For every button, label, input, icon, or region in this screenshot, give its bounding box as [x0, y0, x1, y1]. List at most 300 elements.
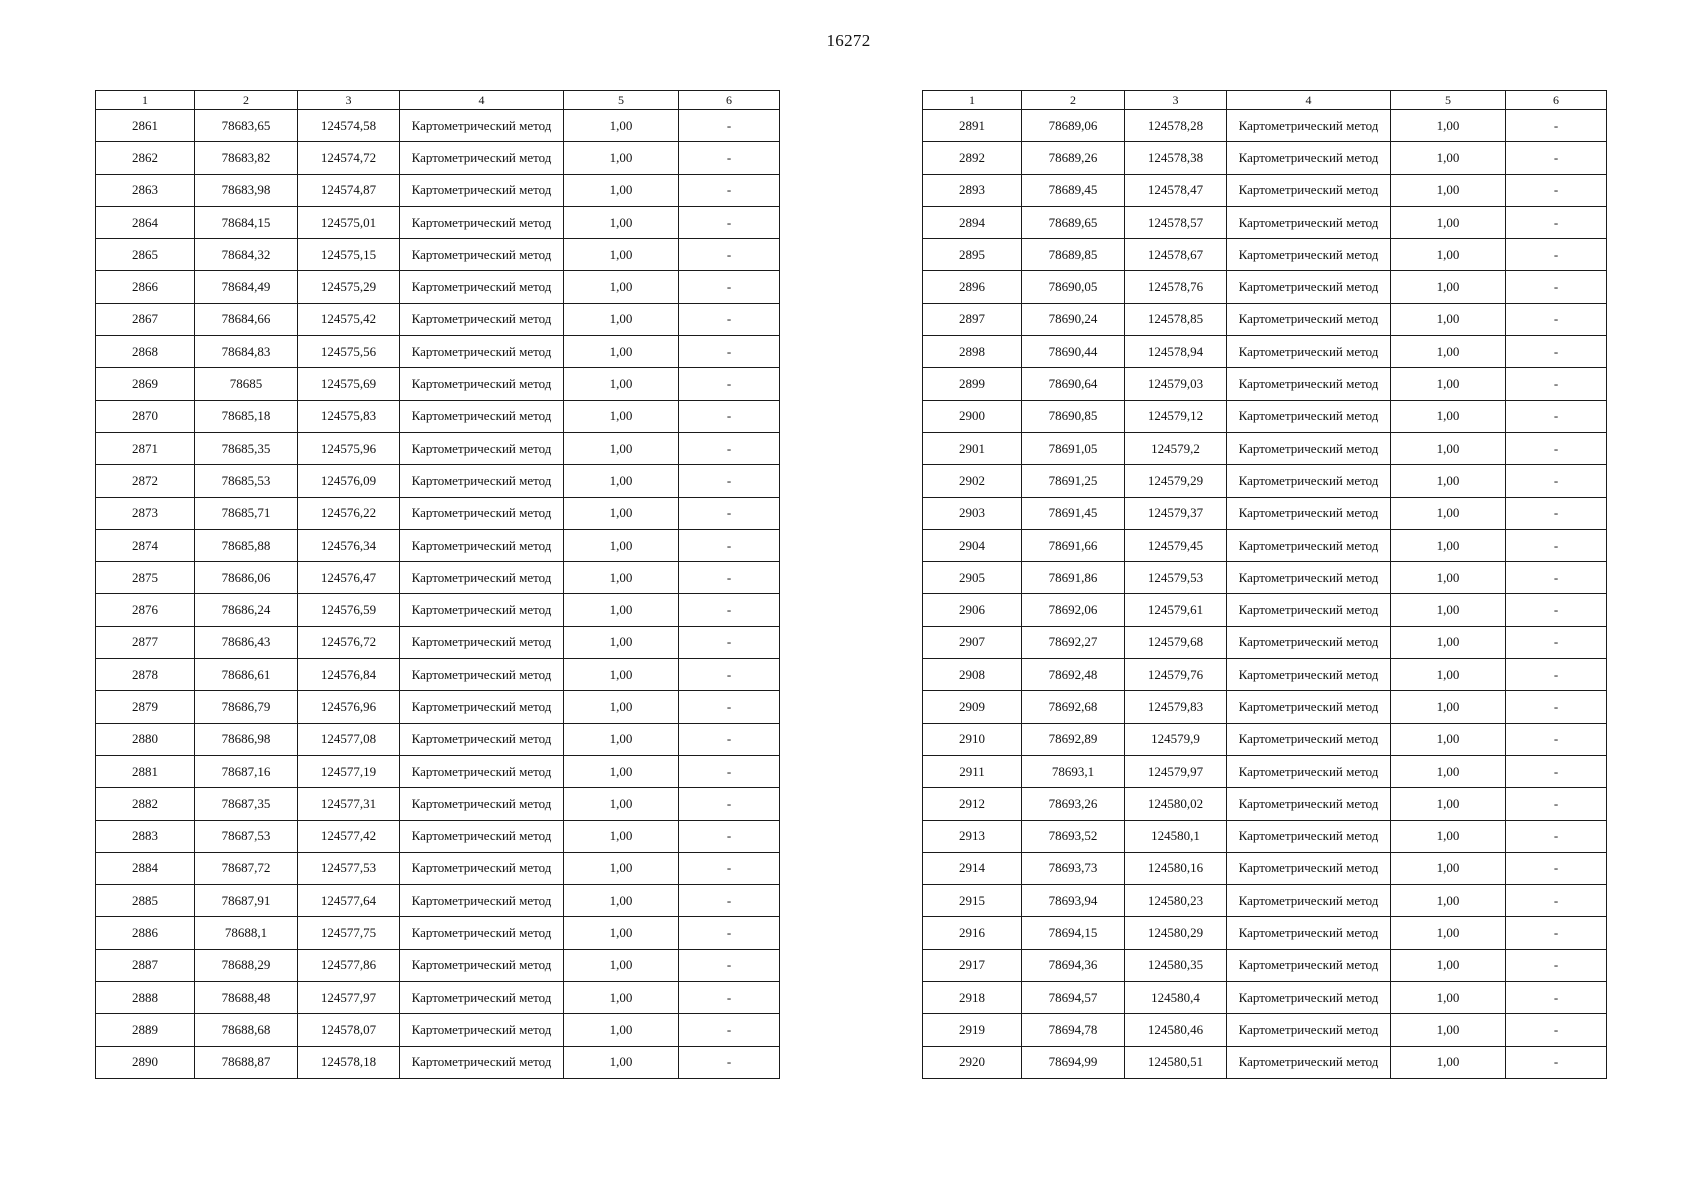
- method-cell: Картометрический метод: [400, 1014, 564, 1046]
- column-header: 1: [96, 91, 195, 110]
- x-coordinate-cell: 78684,83: [195, 336, 298, 368]
- table-row: [96, 1046, 780, 1078]
- note-cell: -: [1506, 1014, 1607, 1046]
- table-row: [96, 885, 780, 917]
- accuracy-cell: 1,00: [564, 982, 679, 1014]
- point-number-cell: 2917: [923, 949, 1022, 981]
- method-cell: Картометрический метод: [1227, 465, 1391, 497]
- table-row: [923, 142, 1607, 174]
- x-coordinate-cell: 78691,25: [1022, 465, 1125, 497]
- point-number-cell: 2910: [923, 723, 1022, 755]
- note-cell: -: [679, 755, 780, 787]
- y-coordinate-cell: 124575,29: [298, 271, 400, 303]
- column-header: 2: [195, 91, 298, 110]
- accuracy-cell: 1,00: [564, 432, 679, 464]
- table-row: [923, 788, 1607, 820]
- accuracy-cell: 1,00: [1391, 917, 1506, 949]
- note-cell: -: [1506, 174, 1607, 206]
- y-coordinate-cell: 124579,68: [1125, 626, 1227, 658]
- table-row: [923, 529, 1607, 561]
- table-row: [96, 626, 780, 658]
- y-coordinate-cell: 124578,94: [1125, 336, 1227, 368]
- x-coordinate-cell: 78685,35: [195, 432, 298, 464]
- x-coordinate-cell: 78688,68: [195, 1014, 298, 1046]
- y-coordinate-cell: 124576,22: [298, 497, 400, 529]
- y-coordinate-cell: 124580,4: [1125, 982, 1227, 1014]
- accuracy-cell: 1,00: [564, 497, 679, 529]
- point-number-cell: 2903: [923, 497, 1022, 529]
- point-number-cell: 2868: [96, 336, 195, 368]
- note-cell: -: [679, 562, 780, 594]
- method-cell: Картометрический метод: [1227, 626, 1391, 658]
- table-row: [923, 820, 1607, 852]
- table-row: [923, 239, 1607, 271]
- note-cell: -: [1506, 110, 1607, 142]
- point-number-cell: 2894: [923, 206, 1022, 238]
- method-cell: Картометрический метод: [400, 820, 564, 852]
- note-cell: -: [679, 885, 780, 917]
- point-number-cell: 2885: [96, 885, 195, 917]
- x-coordinate-cell: 78694,36: [1022, 949, 1125, 981]
- table-row: [923, 626, 1607, 658]
- method-cell: Картометрический метод: [400, 497, 564, 529]
- table-row: [96, 400, 780, 432]
- x-coordinate-cell: 78683,98: [195, 174, 298, 206]
- point-number-cell: 2900: [923, 400, 1022, 432]
- table-row: [96, 659, 780, 691]
- point-number-cell: 2898: [923, 336, 1022, 368]
- y-coordinate-cell: 124578,07: [298, 1014, 400, 1046]
- note-cell: -: [1506, 691, 1607, 723]
- point-number-cell: 2866: [96, 271, 195, 303]
- table-row: [923, 465, 1607, 497]
- accuracy-cell: 1,00: [1391, 1014, 1506, 1046]
- method-cell: Картометрический метод: [1227, 723, 1391, 755]
- x-coordinate-cell: 78687,91: [195, 885, 298, 917]
- accuracy-cell: 1,00: [1391, 626, 1506, 658]
- y-coordinate-cell: 124574,72: [298, 142, 400, 174]
- table-row: [96, 982, 780, 1014]
- point-number-cell: 2888: [96, 982, 195, 1014]
- y-coordinate-cell: 124579,9: [1125, 723, 1227, 755]
- method-cell: Картометрический метод: [400, 206, 564, 238]
- y-coordinate-cell: 124579,53: [1125, 562, 1227, 594]
- point-number-cell: 2870: [96, 400, 195, 432]
- note-cell: -: [1506, 723, 1607, 755]
- point-number-cell: 2895: [923, 239, 1022, 271]
- x-coordinate-cell: 78685,53: [195, 465, 298, 497]
- accuracy-cell: 1,00: [564, 336, 679, 368]
- point-number-cell: 2919: [923, 1014, 1022, 1046]
- table-row: [96, 917, 780, 949]
- method-cell: Картометрический метод: [1227, 400, 1391, 432]
- accuracy-cell: 1,00: [1391, 982, 1506, 1014]
- table-row: [96, 239, 780, 271]
- table-row: [96, 820, 780, 852]
- y-coordinate-cell: 124577,75: [298, 917, 400, 949]
- x-coordinate-cell: 78685,88: [195, 529, 298, 561]
- table-row: [96, 110, 780, 142]
- method-cell: Картометрический метод: [400, 239, 564, 271]
- x-coordinate-cell: 78685,18: [195, 400, 298, 432]
- note-cell: -: [1506, 562, 1607, 594]
- point-number-cell: 2871: [96, 432, 195, 464]
- table-row: [96, 723, 780, 755]
- x-coordinate-cell: 78686,61: [195, 659, 298, 691]
- method-cell: Картометрический метод: [400, 336, 564, 368]
- table-row: [96, 497, 780, 529]
- point-number-cell: 2893: [923, 174, 1022, 206]
- point-number-cell: 2914: [923, 852, 1022, 884]
- x-coordinate-cell: 78684,49: [195, 271, 298, 303]
- accuracy-cell: 1,00: [1391, 336, 1506, 368]
- method-cell: Картометрический метод: [400, 949, 564, 981]
- x-coordinate-cell: 78687,53: [195, 820, 298, 852]
- point-number-cell: 2883: [96, 820, 195, 852]
- note-cell: -: [679, 336, 780, 368]
- note-cell: -: [1506, 497, 1607, 529]
- accuracy-cell: 1,00: [1391, 239, 1506, 271]
- accuracy-cell: 1,00: [1391, 303, 1506, 335]
- method-cell: Картометрический метод: [400, 465, 564, 497]
- accuracy-cell: 1,00: [1391, 368, 1506, 400]
- method-cell: Картометрический метод: [1227, 336, 1391, 368]
- method-cell: Картометрический метод: [1227, 788, 1391, 820]
- method-cell: Картометрический метод: [400, 852, 564, 884]
- point-number-cell: 2912: [923, 788, 1022, 820]
- point-number-cell: 2875: [96, 562, 195, 594]
- table-row: [96, 465, 780, 497]
- table-row: [96, 594, 780, 626]
- y-coordinate-cell: 124575,56: [298, 336, 400, 368]
- page-number: 16272: [826, 31, 871, 50]
- point-number-cell: 2899: [923, 368, 1022, 400]
- y-coordinate-cell: 124577,64: [298, 885, 400, 917]
- accuracy-cell: 1,00: [1391, 788, 1506, 820]
- accuracy-cell: 1,00: [1391, 497, 1506, 529]
- point-number-cell: 2867: [96, 303, 195, 335]
- accuracy-cell: 1,00: [564, 562, 679, 594]
- y-coordinate-cell: 124577,42: [298, 820, 400, 852]
- note-cell: -: [679, 368, 780, 400]
- note-cell: -: [1506, 368, 1607, 400]
- method-cell: Картометрический метод: [400, 917, 564, 949]
- column-header: 4: [1227, 91, 1391, 110]
- point-number-cell: 2882: [96, 788, 195, 820]
- table-row: [923, 432, 1607, 464]
- point-number-cell: 2881: [96, 755, 195, 787]
- method-cell: Картометрический метод: [400, 755, 564, 787]
- method-cell: Картометрический метод: [1227, 820, 1391, 852]
- y-coordinate-cell: 124579,61: [1125, 594, 1227, 626]
- x-coordinate-cell: 78692,68: [1022, 691, 1125, 723]
- table-row: [923, 336, 1607, 368]
- accuracy-cell: 1,00: [564, 465, 679, 497]
- note-cell: -: [679, 465, 780, 497]
- point-number-cell: 2907: [923, 626, 1022, 658]
- accuracy-cell: 1,00: [564, 110, 679, 142]
- table-row: [923, 368, 1607, 400]
- note-cell: -: [679, 949, 780, 981]
- method-cell: Картометрический метод: [400, 1046, 564, 1078]
- accuracy-cell: 1,00: [564, 206, 679, 238]
- note-cell: -: [679, 110, 780, 142]
- y-coordinate-cell: 124578,18: [298, 1046, 400, 1078]
- y-coordinate-cell: 124580,46: [1125, 1014, 1227, 1046]
- note-cell: -: [679, 659, 780, 691]
- table-row: [923, 949, 1607, 981]
- column-header: 2: [1022, 91, 1125, 110]
- accuracy-cell: 1,00: [1391, 465, 1506, 497]
- x-coordinate-cell: 78689,06: [1022, 110, 1125, 142]
- note-cell: -: [679, 206, 780, 238]
- y-coordinate-cell: 124580,29: [1125, 917, 1227, 949]
- y-coordinate-cell: 124577,19: [298, 755, 400, 787]
- y-coordinate-cell: 124580,1: [1125, 820, 1227, 852]
- point-number-cell: 2911: [923, 755, 1022, 787]
- x-coordinate-cell: 78690,85: [1022, 400, 1125, 432]
- x-coordinate-cell: 78689,45: [1022, 174, 1125, 206]
- method-cell: Картометрический метод: [1227, 562, 1391, 594]
- accuracy-cell: 1,00: [1391, 852, 1506, 884]
- x-coordinate-cell: 78687,35: [195, 788, 298, 820]
- x-coordinate-cell: 78692,89: [1022, 723, 1125, 755]
- accuracy-cell: 1,00: [564, 594, 679, 626]
- accuracy-cell: 1,00: [564, 1014, 679, 1046]
- y-coordinate-cell: 124579,37: [1125, 497, 1227, 529]
- column-header: 4: [400, 91, 564, 110]
- point-number-cell: 2880: [96, 723, 195, 755]
- note-cell: -: [1506, 142, 1607, 174]
- x-coordinate-cell: 78693,52: [1022, 820, 1125, 852]
- accuracy-cell: 1,00: [564, 529, 679, 561]
- table-row: [96, 432, 780, 464]
- y-coordinate-cell: 124579,45: [1125, 529, 1227, 561]
- method-cell: Картометрический метод: [1227, 303, 1391, 335]
- accuracy-cell: 1,00: [564, 820, 679, 852]
- accuracy-cell: 1,00: [1391, 562, 1506, 594]
- x-coordinate-cell: 78689,26: [1022, 142, 1125, 174]
- accuracy-cell: 1,00: [564, 949, 679, 981]
- method-cell: Картометрический метод: [1227, 239, 1391, 271]
- y-coordinate-cell: 124576,47: [298, 562, 400, 594]
- y-coordinate-cell: 124578,67: [1125, 239, 1227, 271]
- point-number-cell: 2908: [923, 659, 1022, 691]
- table-row: [96, 949, 780, 981]
- y-coordinate-cell: 124579,03: [1125, 368, 1227, 400]
- method-cell: Картометрический метод: [1227, 142, 1391, 174]
- table-row: [96, 788, 780, 820]
- method-cell: Картометрический метод: [1227, 174, 1391, 206]
- x-coordinate-cell: 78688,29: [195, 949, 298, 981]
- point-number-cell: 2909: [923, 691, 1022, 723]
- x-coordinate-cell: 78693,73: [1022, 852, 1125, 884]
- table-row: [923, 755, 1607, 787]
- y-coordinate-cell: 124580,16: [1125, 852, 1227, 884]
- x-coordinate-cell: 78683,65: [195, 110, 298, 142]
- x-coordinate-cell: 78693,94: [1022, 885, 1125, 917]
- note-cell: -: [679, 497, 780, 529]
- accuracy-cell: 1,00: [1391, 432, 1506, 464]
- column-header: 5: [564, 91, 679, 110]
- table-row: [923, 562, 1607, 594]
- note-cell: -: [1506, 271, 1607, 303]
- point-number-cell: 2872: [96, 465, 195, 497]
- y-coordinate-cell: 124576,59: [298, 594, 400, 626]
- y-coordinate-cell: 124577,31: [298, 788, 400, 820]
- note-cell: -: [1506, 626, 1607, 658]
- method-cell: Картометрический метод: [1227, 271, 1391, 303]
- point-number-cell: 2879: [96, 691, 195, 723]
- x-coordinate-cell: 78690,24: [1022, 303, 1125, 335]
- table-row: [923, 1046, 1607, 1078]
- note-cell: -: [679, 529, 780, 561]
- note-cell: -: [1506, 917, 1607, 949]
- note-cell: -: [1506, 949, 1607, 981]
- table-row: [923, 206, 1607, 238]
- method-cell: Картометрический метод: [400, 562, 564, 594]
- x-coordinate-cell: 78692,06: [1022, 594, 1125, 626]
- point-number-cell: 2916: [923, 917, 1022, 949]
- x-coordinate-cell: 78694,99: [1022, 1046, 1125, 1078]
- accuracy-cell: 1,00: [1391, 271, 1506, 303]
- accuracy-cell: 1,00: [1391, 174, 1506, 206]
- x-coordinate-cell: 78686,43: [195, 626, 298, 658]
- note-cell: -: [679, 142, 780, 174]
- method-cell: Картометрический метод: [400, 788, 564, 820]
- point-number-cell: 2896: [923, 271, 1022, 303]
- accuracy-cell: 1,00: [564, 400, 679, 432]
- y-coordinate-cell: 124575,83: [298, 400, 400, 432]
- method-cell: Картометрический метод: [400, 110, 564, 142]
- y-coordinate-cell: 124576,72: [298, 626, 400, 658]
- y-coordinate-cell: 124578,38: [1125, 142, 1227, 174]
- accuracy-cell: 1,00: [564, 303, 679, 335]
- y-coordinate-cell: 124579,97: [1125, 755, 1227, 787]
- note-cell: -: [679, 852, 780, 884]
- point-number-cell: 2901: [923, 432, 1022, 464]
- point-number-cell: 2865: [96, 239, 195, 271]
- table-row: [96, 852, 780, 884]
- note-cell: -: [679, 1014, 780, 1046]
- x-coordinate-cell: 78684,32: [195, 239, 298, 271]
- x-coordinate-cell: 78683,82: [195, 142, 298, 174]
- note-cell: -: [679, 239, 780, 271]
- note-cell: -: [1506, 529, 1607, 561]
- point-number-cell: 2892: [923, 142, 1022, 174]
- x-coordinate-cell: 78686,24: [195, 594, 298, 626]
- point-number-cell: 2878: [96, 659, 195, 691]
- accuracy-cell: 1,00: [564, 917, 679, 949]
- x-coordinate-cell: 78690,05: [1022, 271, 1125, 303]
- method-cell: Картометрический метод: [400, 723, 564, 755]
- accuracy-cell: 1,00: [1391, 691, 1506, 723]
- table-row: [923, 691, 1607, 723]
- table-row: [96, 755, 780, 787]
- table-row: [923, 594, 1607, 626]
- note-cell: -: [679, 432, 780, 464]
- y-coordinate-cell: 124576,84: [298, 659, 400, 691]
- accuracy-cell: 1,00: [564, 626, 679, 658]
- x-coordinate-cell: 78688,87: [195, 1046, 298, 1078]
- method-cell: Картометрический метод: [1227, 497, 1391, 529]
- accuracy-cell: 1,00: [564, 271, 679, 303]
- x-coordinate-cell: 78685: [195, 368, 298, 400]
- method-cell: Картометрический метод: [400, 400, 564, 432]
- note-cell: -: [679, 820, 780, 852]
- method-cell: Картометрический метод: [400, 626, 564, 658]
- method-cell: Картометрический метод: [1227, 917, 1391, 949]
- point-number-cell: 2884: [96, 852, 195, 884]
- method-cell: Картометрический метод: [400, 885, 564, 917]
- point-number-cell: 2906: [923, 594, 1022, 626]
- method-cell: Картометрический метод: [400, 659, 564, 691]
- table-row: [96, 142, 780, 174]
- point-number-cell: 2862: [96, 142, 195, 174]
- column-header: 3: [1125, 91, 1227, 110]
- y-coordinate-cell: 124575,42: [298, 303, 400, 335]
- note-cell: -: [679, 723, 780, 755]
- x-coordinate-cell: 78691,86: [1022, 562, 1125, 594]
- x-coordinate-cell: 78692,48: [1022, 659, 1125, 691]
- x-coordinate-cell: 78692,27: [1022, 626, 1125, 658]
- accuracy-cell: 1,00: [1391, 110, 1506, 142]
- point-number-cell: 2876: [96, 594, 195, 626]
- note-cell: -: [1506, 982, 1607, 1014]
- accuracy-cell: 1,00: [564, 691, 679, 723]
- x-coordinate-cell: 78690,64: [1022, 368, 1125, 400]
- x-coordinate-cell: 78688,1: [195, 917, 298, 949]
- note-cell: -: [679, 400, 780, 432]
- method-cell: Картометрический метод: [1227, 1014, 1391, 1046]
- note-cell: -: [1506, 820, 1607, 852]
- method-cell: Картометрический метод: [400, 691, 564, 723]
- point-number-cell: 2913: [923, 820, 1022, 852]
- method-cell: Картометрический метод: [1227, 885, 1391, 917]
- table-row: [923, 852, 1607, 884]
- method-cell: Картометрический метод: [1227, 755, 1391, 787]
- point-number-cell: 2905: [923, 562, 1022, 594]
- method-cell: Картометрический метод: [400, 142, 564, 174]
- note-cell: -: [1506, 400, 1607, 432]
- y-coordinate-cell: 124580,35: [1125, 949, 1227, 981]
- table-body: [923, 110, 1607, 1079]
- accuracy-cell: 1,00: [1391, 400, 1506, 432]
- point-number-cell: 2874: [96, 529, 195, 561]
- note-cell: -: [679, 982, 780, 1014]
- note-cell: -: [679, 594, 780, 626]
- method-cell: Картометрический метод: [1227, 982, 1391, 1014]
- accuracy-cell: 1,00: [564, 239, 679, 271]
- point-number-cell: 2918: [923, 982, 1022, 1014]
- point-number-cell: 2889: [96, 1014, 195, 1046]
- column-header: 6: [679, 91, 780, 110]
- note-cell: -: [679, 626, 780, 658]
- y-coordinate-cell: 124579,2: [1125, 432, 1227, 464]
- note-cell: -: [1506, 852, 1607, 884]
- x-coordinate-cell: 78684,66: [195, 303, 298, 335]
- x-coordinate-cell: 78686,79: [195, 691, 298, 723]
- method-cell: Картометрический метод: [1227, 1046, 1391, 1078]
- y-coordinate-cell: 124575,01: [298, 206, 400, 238]
- accuracy-cell: 1,00: [564, 788, 679, 820]
- x-coordinate-cell: 78694,78: [1022, 1014, 1125, 1046]
- y-coordinate-cell: 124580,51: [1125, 1046, 1227, 1078]
- accuracy-cell: 1,00: [564, 142, 679, 174]
- note-cell: -: [1506, 432, 1607, 464]
- table-row: [96, 206, 780, 238]
- y-coordinate-cell: 124577,86: [298, 949, 400, 981]
